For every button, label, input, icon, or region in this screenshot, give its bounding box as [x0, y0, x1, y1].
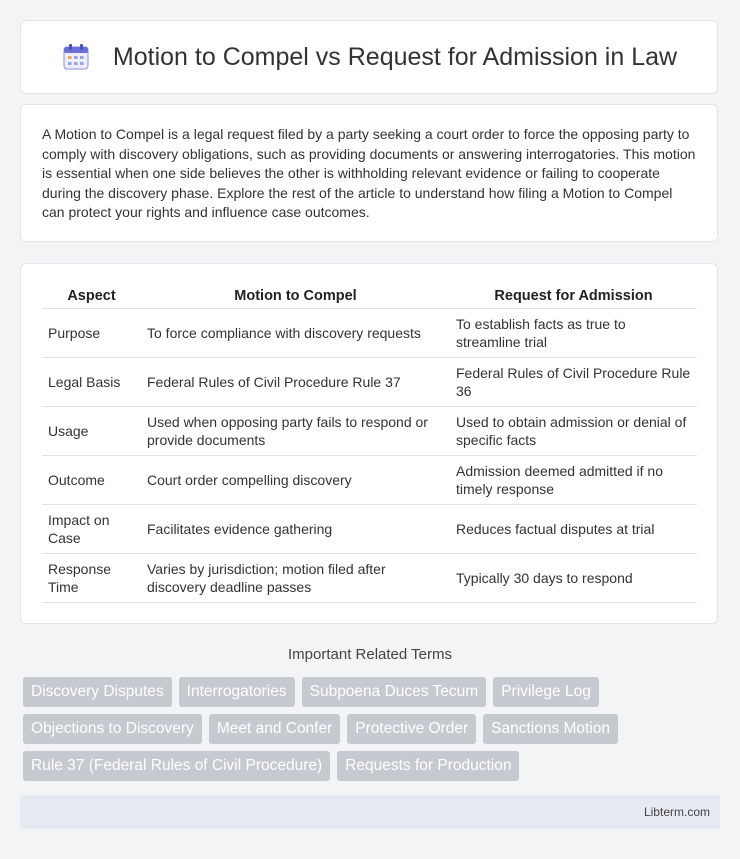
row-aspect: Impact on Case	[42, 505, 141, 554]
page-title: Motion to Compel vs Request for Admission in Law	[112, 42, 678, 71]
tag-rule-37[interactable]: Rule 37 (Federal Rules of Civil Procedure)	[23, 751, 330, 781]
tag-meet-and-confer[interactable]: Meet and Confer	[209, 714, 340, 744]
row-admission-value: Typically 30 days to respond	[450, 554, 697, 603]
header-aspect: Aspect	[42, 284, 141, 309]
comparison-table-card	[20, 263, 718, 624]
tag-requests-for-production[interactable]: Requests for Production	[337, 751, 519, 781]
related-terms-title: Important Related Terms	[288, 646, 452, 663]
table-row	[42, 407, 697, 456]
intro-paragraph: A Motion to Compel is a legal request filed by a party seeking a court order to force the opposing party to comply with discovery obligations, such as providing documents or answering interrogatories. This motion is essential when one side believes the other is withholding relevant evidence or failing to cooperate during the discovery phase. Explore the rest of the article to understand how filing a Motion to Compel can protect your rights and influence case outcomes.	[42, 126, 696, 220]
tag-sanctions-motion[interactable]: Sanctions Motion	[483, 714, 618, 744]
footer-site-link[interactable]: Libterm.com	[643, 805, 710, 819]
table-row	[42, 456, 697, 505]
row-motion-value: To force compliance with discovery requests	[141, 309, 450, 358]
tag-privilege-log[interactable]: Privilege Log	[493, 677, 599, 707]
row-motion-value: Court order compelling discovery	[141, 456, 450, 505]
header-card	[20, 20, 718, 94]
header-motion-to-compel: Motion to Compel	[141, 284, 450, 309]
footer	[20, 795, 720, 829]
tag-objections-to-discovery[interactable]: Objections to Discovery	[23, 714, 202, 744]
related-terms-list	[23, 677, 723, 781]
row-admission-value: Reduces factual disputes at trial	[450, 505, 697, 554]
row-motion-value: Used when opposing party fails to respond or provide documents	[141, 407, 450, 456]
tag-subpoena-duces-tecum[interactable]: Subpoena Duces Tecum	[302, 677, 487, 707]
row-admission-value: Federal Rules of Civil Procedure Rule 36	[450, 358, 697, 407]
row-motion-value: Facilitates evidence gathering	[141, 505, 450, 554]
table-header-row	[42, 284, 697, 309]
row-aspect: Usage	[42, 407, 141, 456]
row-admission-value: Used to obtain admission or denial of specific facts	[450, 407, 697, 456]
row-aspect: Legal Basis	[42, 358, 141, 407]
table-row	[42, 358, 697, 407]
tag-interrogatories[interactable]: Interrogatories	[179, 677, 295, 707]
calendar-icon	[61, 42, 91, 72]
table-row	[42, 554, 697, 603]
row-admission-value: To establish facts as true to streamline trial	[450, 309, 697, 358]
row-admission-value: Admission deemed admitted if no timely response	[450, 456, 697, 505]
tag-protective-order[interactable]: Protective Order	[347, 714, 476, 744]
row-motion-value: Federal Rules of Civil Procedure Rule 37	[141, 358, 450, 407]
table-row	[42, 505, 697, 554]
header-request-for-admission: Request for Admission	[450, 284, 697, 309]
comparison-table	[42, 284, 697, 603]
table-row	[42, 309, 697, 358]
row-aspect: Response Time	[42, 554, 141, 603]
intro-card	[20, 104, 718, 242]
tag-discovery-disputes[interactable]: Discovery Disputes	[23, 677, 172, 707]
row-aspect: Outcome	[42, 456, 141, 505]
row-motion-value: Varies by jurisdiction; motion filed after discovery deadline passes	[141, 554, 450, 603]
row-aspect: Purpose	[42, 309, 141, 358]
